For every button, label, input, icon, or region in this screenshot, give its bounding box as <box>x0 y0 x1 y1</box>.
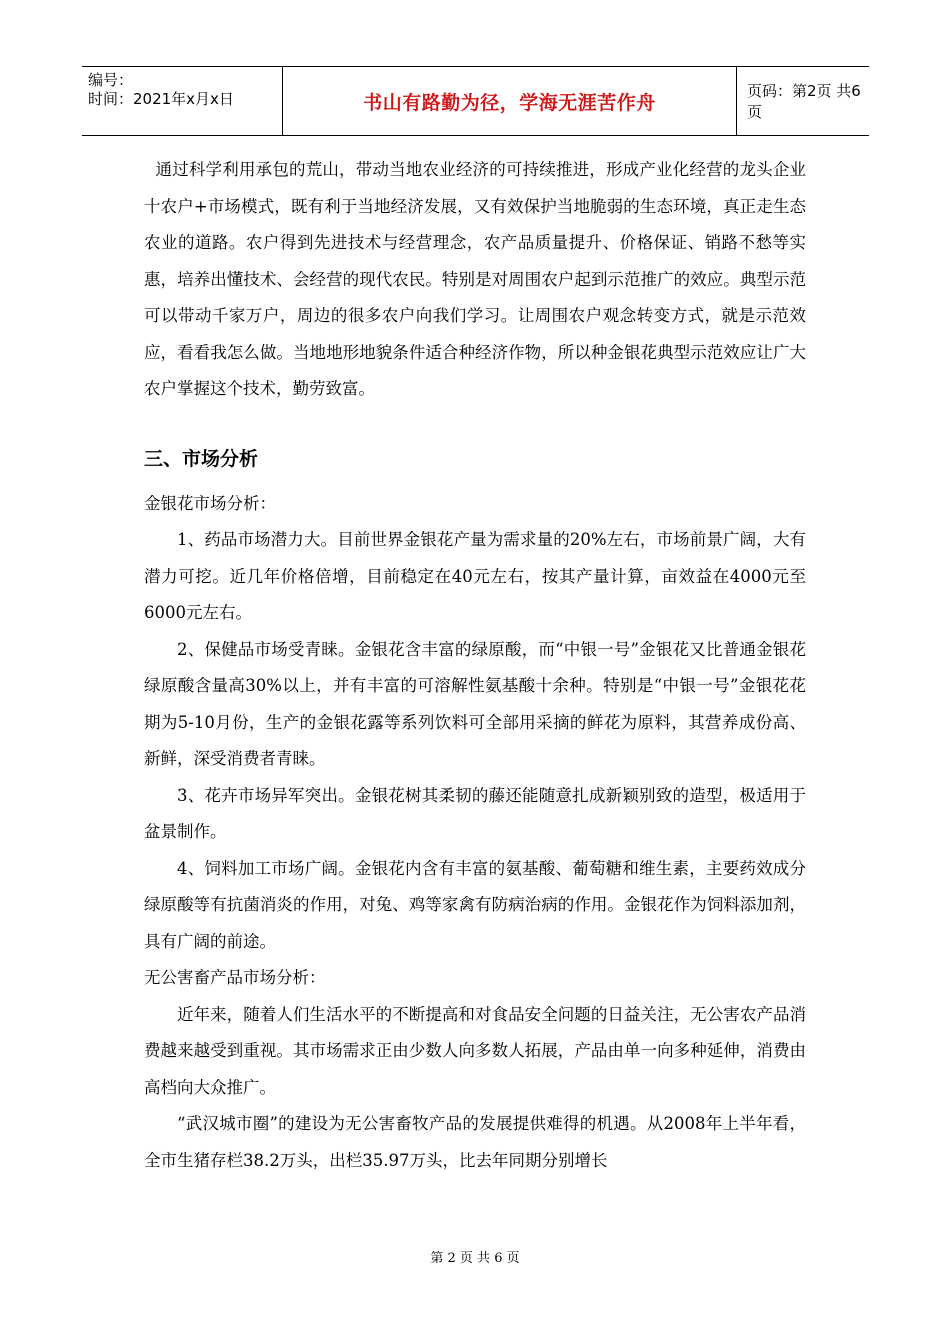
time-label: 时间：2021年x月x日 <box>88 90 234 108</box>
paragraph-feed-market: 4、饲料加工市场广阔。金银花内含有丰富的氨基酸、葡萄糖和维生素，主要药效成分绿原酸等有抗菌消炎的作用，对兔、鸡等家禽有防病治病的作用。金银花作为饲料添加剂，具有广阔的前途。 <box>144 858 806 951</box>
paragraph-flower-market: 3、花卉市场异军突出。金银花树其柔韧的藤还能随意扎成新颖别致的造型，极适用于盆景制作。 <box>144 785 806 841</box>
header-motto-cell <box>282 67 737 135</box>
number-label: 编号： <box>88 71 134 89</box>
intro-paragraph: 通过科学利用承包的荒山，带动当地农业经济的可持续推进，形成产业化经营的龙头企业十农户+市场模式，既有利于当地经济发展，又有效保护当地脆弱的生态环境，真正走生态农业的道路。农户得到先进技术与经营理念，农产品质量提升、价格保证、销路不愁等实惠，培养出懂技术、会经营的现代农民。特别是对周围农户起到示范推广的效应。典型示范可以带动千家万户，周边的很多农户向我们学习。让周围农户观念转变方式，就是示范效应，看看我怎么做。当地地形地貌条件适合种经济作物，所以种金银花典型示范效应让广大农户掌握这个技术，勤劳致富。 <box>144 160 806 398</box>
subheading-honeysuckle: 金银花市场分析： <box>144 493 276 513</box>
motto-text: 书山有路勤为径，学海无涯苦作舟 <box>363 91 656 114</box>
header-meta <box>82 67 282 135</box>
page-header <box>82 66 869 136</box>
section-title: 三、市场分析 <box>144 447 259 470</box>
subheading-livestock: 无公害畜产品市场分析： <box>144 968 326 987</box>
page-footer: 第 2 页 共 6 页 <box>430 1251 520 1266</box>
document-body <box>144 152 806 1179</box>
page-info-text: 页码：第2页 共6页 <box>747 82 861 121</box>
paragraph-wuhan: “武汉城市圈”的建设为无公害畜牧产品的发展提供难得的机遇。从2008年上半年看，全市生猪存栏38.2万头，出栏35.97万头，比去年同期分别增长 <box>144 1114 806 1170</box>
paragraph-health-market: 2、保健品市场受青睐。金银花含丰富的绿原酸，而“中银一号”金银花又比普通金银花绿原酸含量高30%以上，并有丰富的可溶解性氨基酸十余种。特别是“中银一号”金银花花期为5-10月份，生产的金银花露等系列饮料可全部用采摘的鲜花为原料，其营养成份高、新鲜，深受消费者青睐。 <box>144 639 806 768</box>
paragraph-medicine-market: 1、药品市场潜力大。目前世界金银花产量为需求量的20%左右，市场前景广阔，大有潜力可挖。近几年价格倍增，目前稳定在40元左右，按其产量计算，亩效益在4000元至6000元左右。 <box>144 530 806 622</box>
header-page-info <box>737 67 869 135</box>
paragraph-pollution-free: 近年来，随着人们生活水平的不断提高和对食品安全问题的日益关注，无公害农产品消费越来越受到重视。其市场需求正由少数人向多数人拓展，产品由单一向多种延伸，消费由高档向大众推广。 <box>144 1004 806 1097</box>
